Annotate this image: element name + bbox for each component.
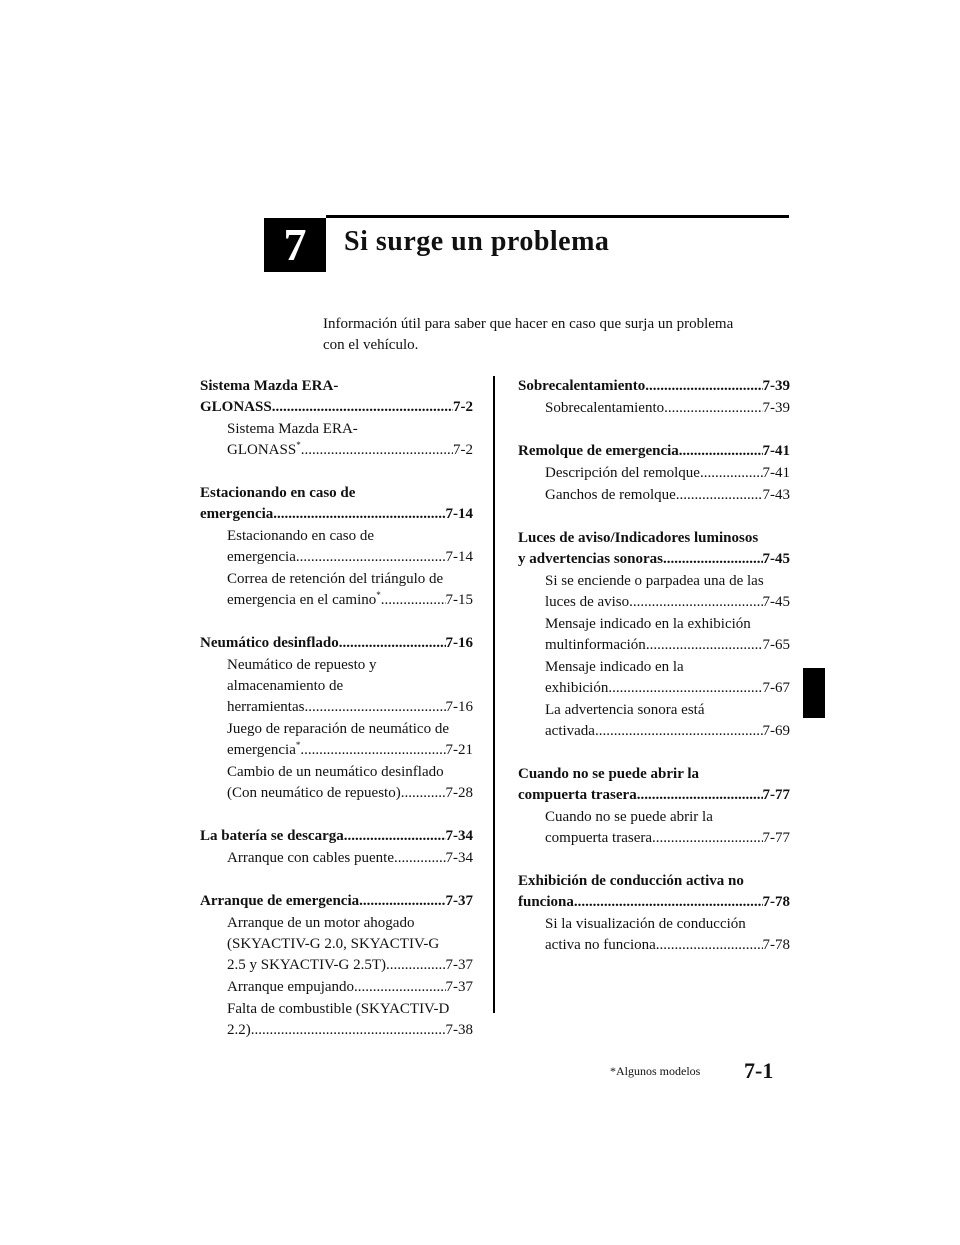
- toc-entry-text: y advertencias sonoras: [518, 551, 663, 567]
- toc-page-number: 7-21: [445, 742, 473, 758]
- toc-page-number: 7-41: [762, 443, 790, 459]
- toc-main-entry[interactable]: [518, 871, 790, 913]
- toc-sub-entries: [518, 807, 790, 849]
- dot-leader: [664, 398, 762, 419]
- toc-page-number: 7-14: [445, 506, 473, 522]
- toc-page-number: 7-14: [445, 549, 473, 565]
- toc-entry-text: herramientas: [227, 699, 305, 715]
- toc-main-entry[interactable]: [200, 633, 473, 654]
- toc-entry-text: Si la visualización de conducción: [545, 916, 746, 932]
- toc-main-entry[interactable]: [200, 376, 473, 418]
- toc-page-number: 7-43: [762, 487, 790, 503]
- dot-leader: [304, 697, 445, 718]
- toc-page-number: 7-34: [445, 850, 473, 866]
- toc-section-bateria: [200, 826, 473, 869]
- toc-entry-text: Ganchos de remolque: [545, 487, 676, 503]
- toc-main-entry[interactable]: [518, 441, 790, 462]
- toc-page-number: 7-65: [762, 637, 790, 653]
- toc-main-entry[interactable]: [200, 483, 473, 525]
- toc-sub-entry[interactable]: [227, 762, 473, 804]
- chapter-number-box: 7: [264, 218, 326, 272]
- toc-sub-entries: [200, 848, 473, 869]
- toc-sub-entry[interactable]: [227, 569, 473, 611]
- toc-sub-entry[interactable]: [545, 614, 790, 656]
- toc-entry-text: almacenamiento de: [227, 678, 344, 694]
- page-number: 7-1: [744, 1058, 774, 1083]
- toc-sub-entry[interactable]: [545, 463, 790, 484]
- toc-sub-entry[interactable]: [227, 977, 473, 998]
- toc-page-number: 7-69: [762, 723, 790, 739]
- toc-section-arranque: [200, 891, 473, 1041]
- dot-leader: [354, 977, 445, 998]
- dot-leader: [595, 721, 763, 742]
- toc-section-era-glonass: [200, 376, 473, 461]
- toc-sub-entries: [200, 419, 473, 461]
- toc-main-entry[interactable]: [518, 764, 790, 806]
- toc-main-entry[interactable]: [518, 376, 790, 397]
- toc-sub-entries: [200, 526, 473, 611]
- toc-page-number: 7-2: [453, 399, 473, 415]
- toc-main-entry[interactable]: [518, 528, 790, 570]
- toc-sub-entry[interactable]: [545, 700, 790, 742]
- toc-entry-text: luces de aviso: [545, 594, 630, 610]
- toc-page-number: 7-37: [445, 979, 473, 995]
- dot-leader: [296, 547, 446, 568]
- toc-page-number: 7-45: [762, 551, 790, 567]
- toc-entry-text: Luces de aviso/Indicadores luminosos: [518, 530, 759, 546]
- toc-entry-text: activada: [545, 723, 595, 739]
- toc-entry-text: emergencia: [200, 506, 274, 522]
- toc-entry-text: (SKYACTIV-G 2.0, SKYACTIV-G: [227, 936, 440, 952]
- toc-sub-entry[interactable]: [545, 398, 790, 419]
- dot-leader: [629, 592, 762, 613]
- toc-page-number: 7-37: [445, 957, 473, 973]
- toc-sub-entries: [518, 914, 790, 956]
- toc-page-number: 7-39: [762, 378, 790, 394]
- toc-page-number: 7-15: [445, 592, 473, 608]
- toc-entry-text: emergencia: [227, 549, 296, 565]
- toc-section-conduccion-activa: [518, 871, 790, 956]
- chapter-title: Si surge un problema: [344, 226, 610, 257]
- toc-page-number: 7-28: [445, 785, 473, 801]
- toc-page-number: 7-77: [762, 787, 790, 803]
- toc-right-column: [518, 376, 790, 978]
- toc-sub-entry[interactable]: [545, 571, 790, 613]
- toc-entry-text: Neumático de repuesto y: [227, 657, 377, 673]
- dot-leader: [608, 678, 762, 699]
- toc-sub-entry[interactable]: [545, 657, 790, 699]
- toc-entry-text: Falta de combustible (SKYACTIV-D: [227, 1001, 450, 1017]
- toc-section-estacionando: [200, 483, 473, 611]
- toc-entry-text: GLONASS: [200, 399, 272, 415]
- toc-page-number: 7-77: [762, 830, 790, 846]
- toc-entry-text: Sobrecalentamiento: [545, 400, 665, 416]
- dot-leader: [679, 441, 763, 462]
- toc-section-neumatico: [200, 633, 473, 804]
- toc-sub-entry[interactable]: [227, 419, 473, 461]
- toc-sub-entry[interactable]: [545, 807, 790, 849]
- toc-entry-text: Cambio de un neumático desinflado: [227, 764, 444, 780]
- toc-sub-entry[interactable]: [227, 999, 473, 1041]
- toc-left-column: [200, 376, 473, 1063]
- toc-page-number: 7-78: [762, 894, 790, 910]
- toc-entry-text: Exhibición de conducción activa no: [518, 873, 744, 889]
- toc-sub-entry[interactable]: [227, 526, 473, 568]
- toc-page-number: 7-78: [762, 937, 790, 953]
- dot-leader: [394, 848, 445, 869]
- toc-entry-text: Arranque con cables puente: [227, 850, 395, 866]
- toc-sub-entry[interactable]: [227, 848, 473, 869]
- toc-entry-text: Cuando no se puede abrir la: [518, 766, 700, 782]
- dot-leader: [676, 485, 763, 506]
- dot-leader: [700, 463, 763, 484]
- toc-sub-entry[interactable]: [227, 655, 473, 718]
- toc-entry-text: (Con neumático de repuesto): [227, 785, 401, 801]
- dot-leader: [344, 826, 446, 847]
- dot-leader: [273, 504, 445, 525]
- toc-entry-text: emergencia*: [227, 740, 301, 758]
- toc-entry-text: emergencia en el camino*: [227, 590, 381, 608]
- toc-section-compuerta: [518, 764, 790, 849]
- dot-leader: [339, 633, 446, 654]
- toc-page-number: 7-41: [762, 465, 790, 481]
- toc-entry-text: Sobrecalentamiento: [518, 378, 646, 394]
- dot-leader: [574, 892, 763, 913]
- toc-entry-text: Neumático desinflado: [200, 635, 339, 651]
- toc-entry-text: Cuando no se puede abrir la: [545, 809, 713, 825]
- dot-leader: [652, 828, 762, 849]
- toc-entry-text: Descripción del remolque: [545, 465, 700, 481]
- toc-sub-entry[interactable]: [545, 485, 790, 506]
- toc-entry-text: 2.2): [227, 1022, 251, 1038]
- dot-leader: [300, 740, 445, 761]
- toc-entry-text: Sistema Mazda ERA-: [200, 378, 339, 394]
- dot-leader: [646, 635, 763, 656]
- dot-leader: [301, 440, 453, 461]
- dot-leader: [251, 1020, 446, 1041]
- toc-entry-text: Arranque de emergencia: [200, 893, 360, 909]
- toc-entry-text: Juego de reparación de neumático de: [227, 721, 449, 737]
- toc-entry-text: Arranque empujando: [227, 979, 355, 995]
- footnote-mark: *: [376, 590, 381, 600]
- chapter-side-tab: [803, 668, 825, 718]
- dot-leader: [401, 783, 446, 804]
- toc-sub-entry[interactable]: [227, 913, 473, 976]
- toc-entry-text: Estacionando en caso de: [200, 485, 356, 501]
- header-rule: [326, 215, 789, 218]
- toc-sub-entries: [518, 571, 790, 742]
- footnote: *Algunos modelos: [610, 1064, 701, 1078]
- toc-page-number: 7-16: [445, 635, 473, 651]
- chapter-intro: [323, 314, 793, 356]
- toc-entry-text: activa no funciona: [545, 937, 656, 953]
- toc-section-sobrecalentamiento: [518, 376, 790, 419]
- dot-leader: [359, 891, 445, 912]
- toc-page-number: 7-34: [445, 828, 473, 844]
- intro-line: Información útil para saber que hacer en caso que surja un problema: [323, 316, 734, 332]
- toc-entry-text: Remolque de emergencia: [518, 443, 679, 459]
- toc-entry-text: Sistema Mazda ERA-: [227, 421, 358, 437]
- dot-leader: [637, 785, 763, 806]
- toc-entry-text: Mensaje indicado en la: [545, 659, 684, 675]
- dot-leader: [645, 376, 762, 397]
- toc-sub-entry[interactable]: [227, 719, 473, 761]
- toc-sub-entries: [200, 913, 473, 1041]
- dot-leader: [381, 590, 446, 611]
- toc-entry-text: exhibición: [545, 680, 609, 696]
- toc-page-number: 7-67: [762, 680, 790, 696]
- toc-entry-text: La advertencia sonora está: [545, 702, 705, 718]
- toc-section-remolque: [518, 441, 790, 506]
- footnote-mark: *: [295, 740, 301, 750]
- column-divider: [493, 376, 495, 1013]
- toc-page-number: 7-39: [762, 400, 790, 416]
- dot-leader: [272, 397, 453, 418]
- intro-line: con el vehículo.: [323, 337, 419, 353]
- dot-leader: [656, 935, 763, 956]
- toc-sub-entries: [518, 398, 790, 419]
- toc-sub-entries: [200, 655, 473, 804]
- toc-entry-text: Arranque de un motor ahogado: [227, 915, 415, 931]
- toc-main-entry[interactable]: [200, 826, 473, 847]
- toc-section-luces-aviso: [518, 528, 790, 742]
- toc-entry-text: Mensaje indicado en la exhibición: [545, 616, 751, 632]
- toc-entry-text: compuerta trasera: [545, 830, 653, 846]
- toc-page-number: 7-38: [445, 1022, 473, 1038]
- dot-leader: [663, 549, 763, 570]
- toc-entry-text: compuerta trasera: [518, 787, 637, 803]
- toc-main-entry[interactable]: [200, 891, 473, 912]
- toc-entry-text: 2.5 y SKYACTIV-G 2.5T): [227, 957, 387, 973]
- toc-page-number: 7-16: [445, 699, 473, 715]
- toc-entry-text: Estacionando en caso de: [227, 528, 375, 544]
- toc-page-number: 7-45: [762, 594, 790, 610]
- toc-page-number: 7-2: [453, 442, 473, 458]
- dot-leader: [386, 955, 445, 976]
- toc-entry-text: La batería se descarga: [200, 828, 344, 844]
- toc-entry-text: Correa de retención del triángulo de: [227, 571, 444, 587]
- toc-page-number: 7-37: [445, 893, 473, 909]
- toc-entry-text: funciona: [518, 894, 574, 910]
- footnote-mark: *: [296, 440, 301, 450]
- toc-sub-entry[interactable]: [545, 914, 790, 956]
- toc-sub-entries: [518, 463, 790, 506]
- toc-entry-text: multinformación: [545, 637, 646, 653]
- toc-entry-text: Si se enciende o parpadea una de las: [545, 573, 764, 589]
- toc-entry-text: GLONASS*: [227, 440, 301, 458]
